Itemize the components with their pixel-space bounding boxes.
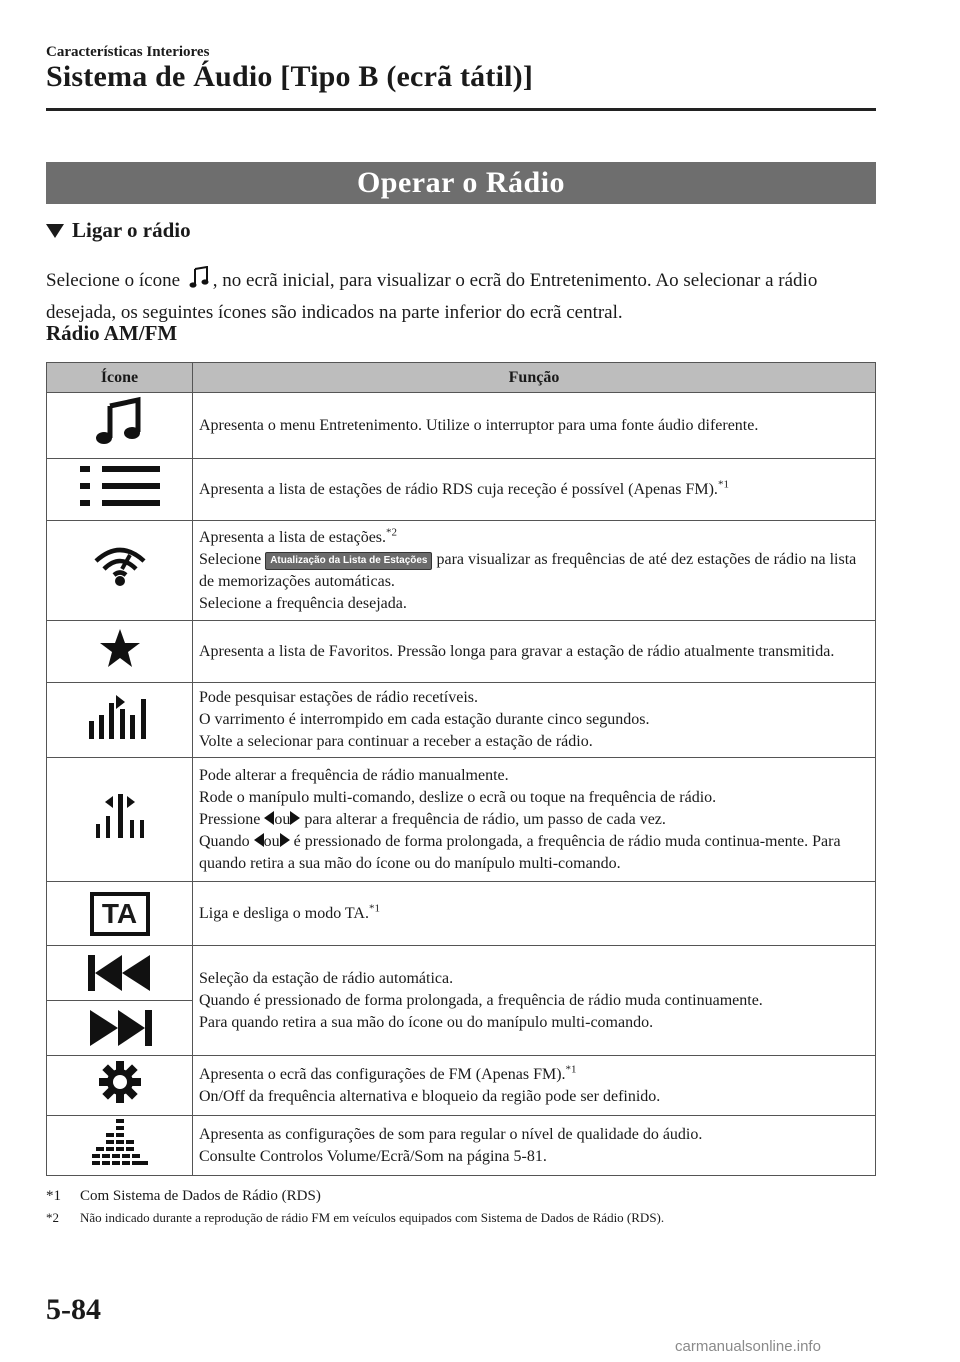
header-divider bbox=[46, 108, 876, 111]
row-text: Apresenta o ecrã das configurações de FM (Apenas FM).$^{*1}$ On/Off da frequência alternativa e bloqueio da região pode ser definido. bbox=[193, 1056, 876, 1116]
table-row bbox=[47, 882, 876, 946]
footnote: *1 Com Sistema de Dados de Rádio (RDS) bbox=[46, 1188, 321, 1204]
skip-forward-icon bbox=[88, 1010, 152, 1046]
arrow-left-icon bbox=[254, 833, 264, 847]
arrow-left-icon bbox=[264, 811, 274, 825]
tune-icon bbox=[92, 794, 148, 838]
list-icon bbox=[80, 466, 160, 506]
row-text: Apresenta a lista de estações de rádio RDS cuja receção é possível (Apenas FM).$^{*1}$ bbox=[193, 459, 876, 521]
table-row bbox=[47, 521, 876, 621]
footnote: *2 Não indicado durante a reprodução de rádio FM em veículos equipados com Sistema de Dados de Rádio (RDS). bbox=[46, 1210, 665, 1225]
row-text: Apresenta o menu Entretenimento. Utilize o interruptor para uma fonte áudio diferente. bbox=[193, 393, 876, 459]
table-row bbox=[47, 393, 876, 459]
column-header-icon: Ícone bbox=[47, 363, 193, 393]
scan-icon bbox=[89, 695, 151, 739]
table-row bbox=[47, 459, 876, 521]
chapter-label: Características Interiores bbox=[46, 44, 210, 60]
table-row bbox=[47, 1056, 876, 1116]
footnotes bbox=[46, 1185, 876, 1229]
radio-signal-icon bbox=[92, 545, 148, 589]
page-number: 5-84 bbox=[46, 1293, 101, 1326]
page-title: Sistema de Áudio [Tipo B (ecrã tátil)] bbox=[46, 60, 534, 93]
table-row bbox=[47, 946, 876, 1056]
table-row bbox=[47, 683, 876, 758]
section-heading-text: Ligar o rádio bbox=[72, 218, 191, 242]
column-header-function: Função bbox=[193, 363, 876, 393]
watermark[interactable]: carmanualsonline.info bbox=[675, 1338, 821, 1355]
row-text: Pode alterar a frequência de rádio manualmente. Rode o manípulo multi-comando, deslize o ecrã ou toque na frequência de rádio. Pressione ou para alterar a frequência de rádio, um passo de cada vez. Quando ou é pressionado de forma prolongada, a frequência de rádio muda continua-mente. Para quando retira a sua mão do ícone ou do manípulo multi-comando. bbox=[193, 758, 876, 882]
section-heading bbox=[46, 218, 191, 243]
table-row bbox=[47, 621, 876, 683]
ta-icon: TA bbox=[90, 892, 150, 936]
table-row bbox=[47, 1116, 876, 1176]
skip-back-icon bbox=[88, 955, 152, 991]
row-text: Apresenta a lista de Favoritos. Pressão longa para gravar a estação de rádio atualmente transmitida. bbox=[193, 621, 876, 683]
equalizer-icon bbox=[92, 1119, 148, 1165]
section-banner: Operar o Rádio bbox=[46, 162, 876, 204]
row-text: Apresenta a lista de estações.$^{*2}$ Selecione Atualização da Lista de Estações para visualizar as frequências de até dez estações de rádio na lista de memorizações automáticas. Selecione a frequência desejada. bbox=[193, 521, 876, 621]
row-text: Liga e desliga o modo TA.$^{*1}$ bbox=[193, 882, 876, 946]
arrow-right-icon bbox=[280, 833, 290, 847]
music-note-icon bbox=[188, 266, 210, 299]
arrow-right-icon bbox=[290, 811, 300, 825]
table-row bbox=[47, 758, 876, 882]
intro-text-end: , no ecrã inicial, para visualizar o ecrã do Entretenimento. Ao selecionar a rádio desejada, os seguintes ícones são indicados na parte inferior do ecrã central. bbox=[46, 270, 818, 323]
update-station-list-button[interactable]: Atualização da Lista de Estações bbox=[265, 552, 432, 570]
gear-icon bbox=[98, 1060, 142, 1104]
triangle-bullet-icon bbox=[46, 224, 64, 238]
music-note-icon bbox=[92, 396, 148, 448]
star-icon bbox=[99, 628, 141, 668]
function-table bbox=[46, 362, 876, 1176]
intro-text-start: Selecione o ícone bbox=[46, 270, 181, 291]
intro-paragraph bbox=[46, 266, 876, 327]
row-text: Pode pesquisar estações de rádio recetíveis. O varrimento é interrompido em cada estação durante cinco segundos. Volte a selecionar para continuar a receber a estação de rádio. bbox=[193, 683, 876, 758]
subsection-title: Rádio AM/FM bbox=[46, 321, 178, 345]
row-text: Seleção da estação de rádio automática. Quando é pressionado de forma prolongada, a frequência de rádio muda continuamente. Para quando retira a sua mão do ícone ou do manípulo multi-comando. bbox=[193, 946, 876, 1056]
row-text: Apresenta as configurações de som para regular o nível de qualidade do áudio. Consulte Controlos Volume/Ecrã/Som na página 5-81. bbox=[193, 1116, 876, 1176]
